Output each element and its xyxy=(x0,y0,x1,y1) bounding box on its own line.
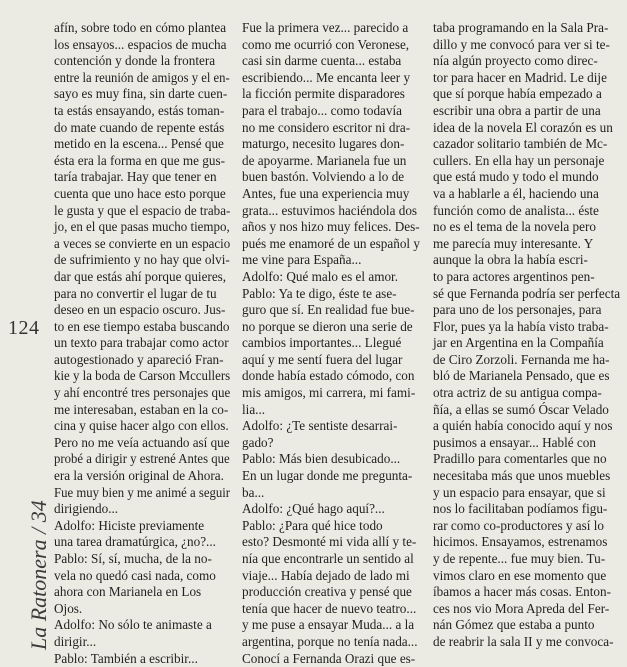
text-line: era la versión original de Ahora. xyxy=(54,468,224,484)
text-line: kie y la boda de Carson Mccullers xyxy=(54,368,231,384)
text-line: dar que estás ahí porque quieres, xyxy=(54,268,227,284)
text-line: a quién había conocido aquí y nos xyxy=(433,418,613,434)
text-line: y ahí encontré tres personajes que xyxy=(54,385,231,401)
text-line: viaje... Había dejado de lado mi xyxy=(242,567,410,583)
text-line: ahora con Marianela en Los xyxy=(54,584,202,600)
text-line: no es el tema de la novela pero xyxy=(433,219,596,235)
text-line: Pablo: También a escribir... xyxy=(54,650,198,666)
text-line: metido en la escena... Pensé que xyxy=(54,136,224,152)
text-line: mis amigos, mi carrera, mi fami- xyxy=(242,385,416,401)
text-line: ñía, a ellas se sumó Óscar Velado xyxy=(433,401,609,417)
text-line: tor para hacer en Madrid. Le dije xyxy=(433,69,607,85)
text-line: taba programando en la Sala Pra- xyxy=(433,20,609,35)
text-line: nán Gómez que estaba a punto xyxy=(433,617,595,633)
text-line: deseo en un espacio oscuro. Jus- xyxy=(54,302,226,318)
text-line: idea de la novela El corazón es un xyxy=(433,119,613,135)
text-line: sé que Fernanda podría ser perfecta xyxy=(433,285,621,301)
text-line: vimos claro en ese momento que xyxy=(433,567,607,583)
text-line: dirigiendo... xyxy=(54,501,119,517)
text-line: y un espacio para ensayar, que si xyxy=(433,484,606,500)
text-line: necesitaba más que unos muebles xyxy=(433,468,611,484)
text-line: cazador solitario también de Mc- xyxy=(433,136,608,152)
text-line: pusimos a ensayar... Hablé con xyxy=(433,434,596,450)
text-line: to para actores argentinos pen- xyxy=(433,268,595,284)
text-line: otra actriz de su antigua compa- xyxy=(433,385,602,401)
text-line: aquí y me sentí fuera del lugar xyxy=(242,351,403,367)
text-line: un texto para trabajar como actor xyxy=(54,335,229,351)
text-line: casi sin darme cuenta... estaba xyxy=(242,53,402,69)
text-line: y me puse a ensayar Muda... a la xyxy=(242,617,415,633)
text-line: me interesaban, estaban en la co- xyxy=(54,401,229,417)
text-line: me vine para España... xyxy=(242,252,362,268)
text-line: le gusta y que el espacio de traba- xyxy=(54,202,231,218)
text-line: tenía que hacer de nuevo teatro... xyxy=(242,600,417,616)
text-line: nía que encontrarle un sentido al xyxy=(242,551,414,566)
text-line: Antes, fue una experiencia muy xyxy=(242,185,410,201)
text-line: esto? Desmonté mi vida allí y te- xyxy=(242,534,417,550)
text-line: aunque la obra la había escri- xyxy=(433,252,588,268)
text-line: nía algún proyecto como direc- xyxy=(433,53,598,69)
text-line: función como de analista... éste xyxy=(433,202,599,218)
text-line: grata... estuvimos haciéndola dos xyxy=(242,202,418,218)
text-line: Adolfo: Qué malo es el amor. xyxy=(242,268,399,284)
text-line: Flor, pues ya la había visto traba- xyxy=(433,318,609,334)
text-line: ces nos vio Mora Apreda del Fer- xyxy=(433,600,610,616)
text-line: de Ciro Zorzoli. Fernanda me ha- xyxy=(433,351,610,367)
text-line: taría trabajar. Hay que tener en xyxy=(54,169,217,185)
text-line: para uno de los personajes, para xyxy=(433,302,602,318)
text-line: íbamos a hacer más cosas. Enton- xyxy=(433,584,611,600)
text-line: cambios importantes... Llegué xyxy=(242,335,402,351)
text-line: Pero no me veía actuando así que xyxy=(54,434,230,450)
text-line: va a hablarle a él, haciendo una xyxy=(433,185,599,201)
text-line: de reabrir la sala II y me convoca- xyxy=(433,633,614,649)
text-line: donde había estado cómodo, con xyxy=(242,368,415,384)
text-line: rar como co-productores y así lo xyxy=(433,517,605,533)
text-line: entre la reunión de amigos y el en- xyxy=(54,69,230,85)
text-line: no porque se dieron una serie de xyxy=(242,318,413,334)
text-line: años y nos hizo muy felices. Des- xyxy=(242,219,420,235)
text-line: cina y quise hacer algo con ellos. xyxy=(54,418,229,434)
text-line: Pablo: Ya te digo, éste te ase- xyxy=(242,285,397,301)
text-line: de sufrimiento y no hay que olvi- xyxy=(54,252,230,268)
text-line: Pablo: Sí, sí, mucha, de la no- xyxy=(54,551,212,566)
text-line: para el trabajo... como todavía xyxy=(242,102,403,118)
text-line: ésta era la forma en que me gus- xyxy=(54,152,225,168)
text-line: autogestionado y apareció Fran- xyxy=(54,351,224,367)
text-line: producción creativa y pensé que xyxy=(242,584,412,600)
text-line: contención y donde la frontera xyxy=(54,53,216,69)
text-line: bló de Marianela Pensado, que es xyxy=(433,368,610,384)
text-line: En un lugar donde me pregunta- xyxy=(242,468,413,484)
text-line: me parecía muy interesante. Y xyxy=(433,235,594,251)
text-line: a veces se convierte en un espacio xyxy=(54,235,231,251)
text-line: que está mudo y todo el mundo xyxy=(433,169,599,185)
text-line: Pablo: ¿Para qué hice todo xyxy=(242,517,383,533)
page-number: 124 xyxy=(8,317,40,339)
text-line: escribiendo... Me encanta leer y xyxy=(242,69,411,85)
text-line: como me ocurrió con Veronese, xyxy=(242,36,410,52)
text-line: vela no quedó casi nada, como xyxy=(54,567,216,583)
text-line: y de repente... fue muy bien. Tu- xyxy=(433,551,606,566)
text-line: que sí porque había empezado a xyxy=(433,86,602,102)
text-line: Adolfo: ¿Te sentiste desarrai- xyxy=(242,418,398,434)
text-line: cuenta que uno hace esto porque xyxy=(54,185,226,201)
text-line: pués me enamoré de un español y xyxy=(242,235,420,251)
text-line: to en ese tiempo estaba buscando xyxy=(54,318,230,334)
text-line: Pablo: Más bien desubicado... xyxy=(242,451,401,467)
text-column-2 xyxy=(242,20,422,667)
text-line: dirigir... xyxy=(54,633,97,649)
text-line: probé a dirigir y estrené Antes que xyxy=(54,451,230,467)
text-line: ta estás ensayando, estás toman- xyxy=(54,102,225,118)
text-line: Fue la primera vez... parecido a xyxy=(242,20,409,35)
text-line: Adolfo: No sólo te animaste a xyxy=(54,617,212,633)
text-line: escribir una obra a partir de una xyxy=(433,102,601,118)
text-line: Adolfo: Hiciste previamente xyxy=(54,517,205,533)
text-line: sayo es muy fina, sin darte cuen- xyxy=(54,86,228,102)
text-line: gado? xyxy=(242,434,274,450)
text-line: jo, en el que pasas mucho tiempo, xyxy=(54,219,230,235)
text-line: ba... xyxy=(242,484,265,500)
text-column-3 xyxy=(433,20,621,651)
text-line: los ensayos... espacios de mucha xyxy=(54,36,227,52)
text-line: dillo y me convocó para ver si te- xyxy=(433,36,610,52)
text-line: lia... xyxy=(242,401,266,417)
text-line: la ficción permite disparadores xyxy=(242,86,405,102)
text-line: afín, sobre todo en cómo plantea xyxy=(54,20,227,35)
text-line: Adolfo: ¿Qué hago aquí?... xyxy=(242,501,385,517)
text-line: nos lo facilitaban podíamos figu- xyxy=(433,501,608,517)
text-line: Fue muy bien y me animé a seguir xyxy=(54,484,231,500)
text-line: de apoyarme. Marianela fue un xyxy=(242,152,407,168)
text-line: guro que sí. En realidad fue bue- xyxy=(242,302,415,318)
text-column-1 xyxy=(54,20,230,667)
text-line: cullers. En ella hay un personaje xyxy=(433,152,605,168)
text-line: maturgo, necesito lugares don- xyxy=(242,136,405,152)
text-line: Conocí a Fernanda Orazi que es- xyxy=(242,650,416,666)
text-line: no me considero escritor ni dra- xyxy=(242,119,411,135)
text-line: hicimos. Ensayamos, estrenamos xyxy=(433,534,608,550)
running-title: La Ratonera / 34 xyxy=(26,500,51,650)
text-line: una tarea dramatúrgica, ¿no?... xyxy=(54,534,216,550)
text-line: argentina, porque no tenía nada... xyxy=(242,633,418,649)
text-line: para no convertir el lugar de tu xyxy=(54,285,217,301)
text-line: Ojos. xyxy=(54,600,83,616)
text-line: buen bastón. Volviendo a lo de xyxy=(242,169,405,185)
text-line: Pradillo para comentarles que no xyxy=(433,451,607,467)
text-line: do mate cuando de repente estás xyxy=(54,119,225,135)
text-line: jar en Argentina en la Compañía xyxy=(433,335,604,351)
